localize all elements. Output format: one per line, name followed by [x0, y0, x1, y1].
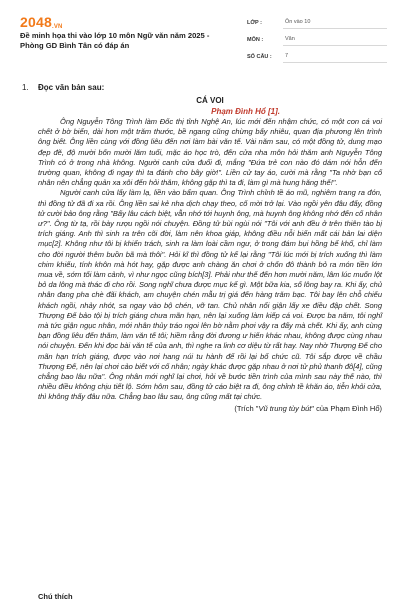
- logo-sub: .VN: [51, 24, 63, 30]
- meta-value: 7: [283, 51, 387, 63]
- meta-label: LỚP :: [247, 19, 262, 26]
- reading-passage: [38, 95, 382, 414]
- page-header: [0, 0, 400, 62]
- footnote-heading: Chú thích: [38, 592, 73, 600]
- source-prefix: (Trích ": [234, 403, 259, 413]
- meta-row-class: [247, 14, 387, 31]
- site-logo[interactable]: [20, 14, 63, 30]
- meta-label: MÔN :: [247, 36, 264, 43]
- passage-paragraph: Người canh cửa lấy làm lạ, liền vào bẩm quan. Ông Trình chỉnh tề áo mũ, nghiêm trang ra đón, thì đồng tử đã đi xa rồi. Ông liền sai kẻ nha dịch chạy theo, cố mời trở lại. Vào ngồi yên đâu đấy, đồng tử cười bảo ông rằng "Bấy lâu cách biệt, vẫn nhớ tới huynh ông, mà huynh ông không nhớ đến cố nhân ư?". Ông từ tạ, rồi bày rượu ngồi nói chuyện. Đồng tử bùi ngùi nói "Tôi với anh đều ở trên thiên tào bị trích giáng. Anh thì sinh ra trên cõi đời, làm nên khoa giáp, không điều nỗi biển mất cái bản lai diện mục[2]. Không như tôi bị khiển trách, sinh ra làm loài cầm ngư, ở trong đám bụi hồng bể khổ, chỉ làm cho đời người thêm buồn bã mà thôi". Hỏi kĩ thì đồng tử kể lại rằng "Tôi lúc mới bị trích xuống thì làm chim khiếu, tính khôn mà hót hay, gặp được anh chàng ăn chơi ở chốn đô thành bỏ ra món tiền lớn mua về, sớm tối làm cảnh, vì như ngọc cũng bích[3]. Phải như thế đến hơn mười năm, lâm lúc muốn lột bỏ da lông mà thác đi cho rồi. Song nghĩ chưa được mục kể gì. Một bữa kia, số lông bay ra. Khi ấy, chủ nhân đang pha chè đãi khách, am chuyện chén mẫu trị giá đến hàng trăm bạc. Tôi bay lên chỗ chiếu khách ngồi, nhảy nhót, sa ngay vào bộ chén, vỡ tan. Chủ nhân nổi giận lấy xe điều đập chết. Song Thượng Đế bảo tội bị trích giáng chưa mãn hạn, nên lại xuống làm kiếp cá voi. Được ba năm, tôi nghĩ mà tức giận ngục nhân, mới nhân thủy tráo ngoi lên bờ nằm phơi vậy ra đấy mà chết. Khi ấy, anh cùng bạn đồng liêu đến thăm, làm văn tế tôi; hiềm rằng đời đương ư hiến khác nhau, không được cùng nhau nói chuyện. Đến khi đọc bài văn tế của anh, thì nghe ra linh cơ diệu từ rất hay. Nay nhờ Thượng Đế cho mãn hạn trích giáng, được vào nơi hang núi tu hành để rồi lại bổ chức cũ. Tôi sắp được về chầu Thượng Đế, nên lại chơi cảo biết với cố nhân; ngày khác được gặp nhau ở nơi tử phủ thanh đô[4], cũng chẳng bao lâu nữa". Ông nhân mới nghĩ lại chơi, hỏi về bước tiền trình của mình sau này thế nào, thì nhiều điều không chịu tiết lộ. Sớm hôm sau, đồng tử cáo biệt ra đi, ông chỉnh tề khăn áo, tiễn khỏi cửa, thì không thấy đâu nữa. Chẳng bao lâu sau, ông cũng mất tại chức.: [38, 188, 383, 402]
- story-author: Phạm Đình Hổ [1].: [211, 107, 280, 116]
- exam-meta: [247, 14, 387, 65]
- source-book: Vũ trung tùy bút: [258, 403, 312, 413]
- logo-main: 2048: [20, 14, 52, 30]
- meta-value: Ôn vào 10: [283, 17, 387, 29]
- exam-title: Đề minh họa thi vào lớp 10 môn Ngữ văn năm 2025 - Phòng GD Bình Tân có đáp án: [20, 31, 210, 50]
- passage-source: [38, 404, 382, 414]
- meta-label: SỐ CÂU :: [247, 53, 272, 60]
- meta-row-question-count: [247, 48, 387, 65]
- question-number: 1.: [22, 83, 29, 92]
- story-title: CÁ VOI: [196, 96, 224, 105]
- question-heading: Đọc văn bản sau:: [38, 83, 105, 92]
- passage-paragraph: Ông Nguyễn Tông Trình làm Đốc thị tỉnh Nghệ An, lúc mới đến nhậm chức, có một con cá voi chết ở bờ biển, dài hơn một trăm thước, bề ngang cũng chừng bấy nhiêu, quan địa phương lên trình ông biết. Ông liền cùng với đồng liêu đến nơi làm bài văn tế. Vài năm sau, có một đồng tử, dung mạo đẹp đẽ, độ mười bốn mười lăm tuổi, mặc áo học trò, đến cửa nha môn hỏi thăm anh Nguyễn Tông Trình có ở trong nhà không. Người canh cửa đuổi đi, mắng "Đứa trẻ con nào đó dám nói hỗn đến trường quan, không đi ngay thì ta đánh cho bây giờ!". Liền cử tay áo, cười mà rằng "Ta nhờ bạn cố nhân nên chẳng quản xa xôi đến hỏi thăm, không gặp thì ta đi, làm gì mà hung hăng thế!".: [38, 117, 382, 188]
- meta-value: Văn: [283, 34, 387, 46]
- source-suffix: " của Phạm Đình Hổ): [311, 403, 382, 413]
- meta-row-subject: [247, 31, 387, 48]
